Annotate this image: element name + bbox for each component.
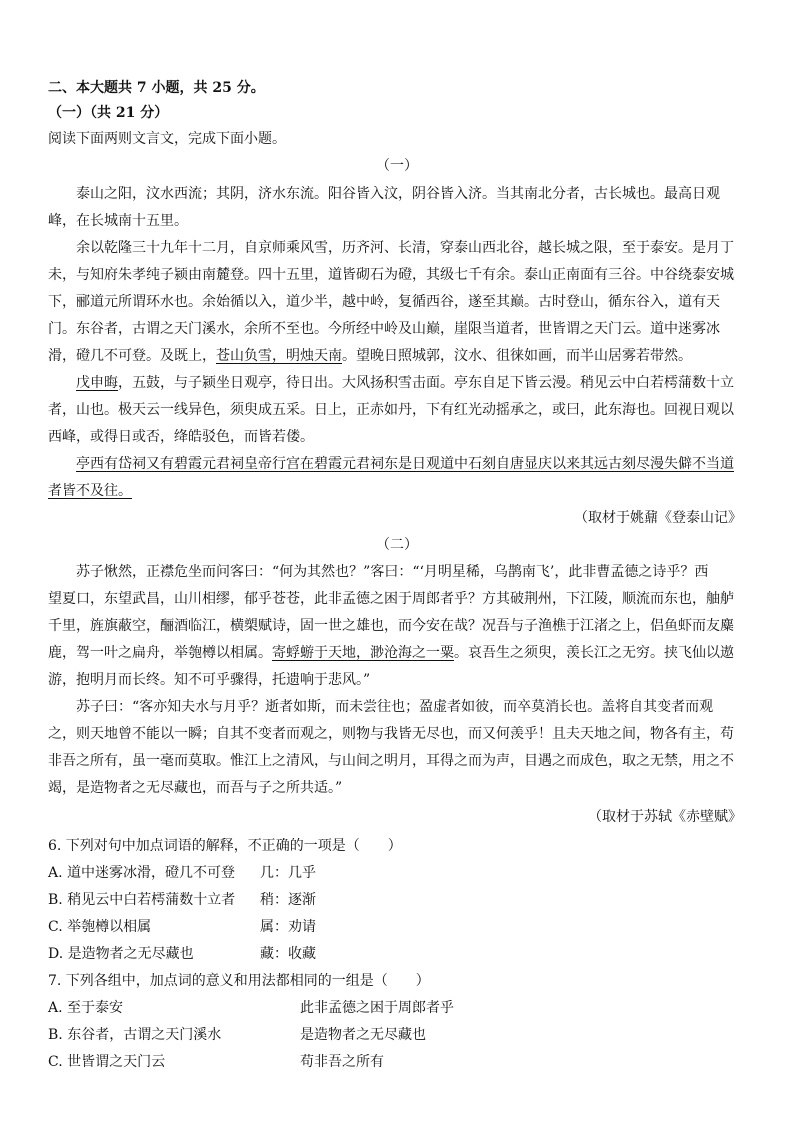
passage1-text: 西峰，或得日或否，绛皓驳色，而皆若偻。 (48, 429, 314, 445)
question-7-option[interactable] (48, 1025, 426, 1045)
question-6-stem: 6. 下列对句中加点词语的解释，不正确的一项是（ ） (48, 838, 402, 854)
passage2-text (48, 643, 734, 663)
section-heading: 二、本大题共 7 小题，共 25 分。 (48, 80, 265, 96)
passage1-text (48, 346, 692, 366)
question-6-option[interactable] (48, 917, 316, 937)
question-7-option[interactable] (48, 998, 454, 1018)
passage2-text: 之，则天地曾不能以一瞬；自其不变者而观之，则物与我皆无尽也，而又何羡乎！且夫天地之间，物各有主，苟 (48, 726, 734, 742)
passage2-text: 千里，旌旗蔽空，酾酒临江，横槊赋诗，固一世之雄也，而今安在哉？况吾与子渔樵于江渚之上，侣鱼虾而友麋 (48, 618, 734, 634)
source-citation: （取材于姚鼐《登泰山记》 (574, 510, 742, 526)
passage1-text: 下，郦道元所谓环水也。余始循以入，道少半，越中岭，复循西谷，遂至其巅。古时登山，循东谷入，道有天 (48, 294, 720, 310)
option-right: 苟非吾之所有 (300, 1054, 384, 1070)
question-7-option[interactable] (48, 1052, 384, 1072)
underlined-phrase: 戊申晦 (76, 375, 118, 391)
option-right: 是造物者之无尽藏也 (300, 1027, 426, 1043)
passage1-text: 余以乾隆三十九年十二月，自京师乘风雪，历齐河、长清，穿泰山西北谷，越长城之限，至于泰安。是月丁 (76, 240, 734, 256)
passage2-text: 游，抱明月而长终。知不可乎骤得，托遗响于悲风。” (48, 672, 371, 688)
passage2-marker: （二） (376, 537, 418, 553)
sub-heading: （一）（共 21 分） (48, 105, 169, 121)
punctuation-exercise-text: 亭西有岱祠又有碧霞元君祠皇帝行宫在碧霞元君祠东是日观道中石刻自唐显庆以来其远古刻尽漫失僻不当道 (76, 456, 734, 472)
source-citation: （取材于苏轼《赤壁赋》 (588, 809, 742, 825)
text-segment: 鹿，驾一叶之扁舟，举匏樽以相属。 (48, 645, 272, 661)
question-6-option[interactable] (48, 890, 316, 910)
option-gloss: 属：劝请 (260, 919, 316, 935)
option-sentence: C. 举匏樽以相属 (48, 919, 152, 935)
text-segment: 滑，磴几不可登。及既上， (48, 348, 216, 364)
passage2-text: 望夏口，东望武昌，山川相缪，郁乎苍苍，此非孟德之困于周郎者乎？方其破荆州，下江陵，顺流而东也，舳舻 (48, 591, 734, 607)
option-sentence: A. 道中迷雾冰滑，磴几不可登 (48, 865, 236, 881)
passage2-text: 竭，是造物者之无尽藏也，而吾与子之所共适。” (48, 780, 343, 796)
option-gloss: 稍：逐渐 (260, 892, 316, 908)
option-gloss: 藏：收藏 (260, 946, 316, 962)
instruction: 阅读下面两则文言文，完成下面小题。 (48, 131, 286, 147)
option-sentence: B. 稍见云中白若樗蒲数十立者 (48, 892, 236, 908)
passage1-marker: （一） (376, 158, 418, 174)
passage1-text: 门。东谷者，古谓之天门溪水，余所不至也。今所经中岭及山巅，崖限当道者，世皆谓之天门云。道中迷雾冰 (48, 321, 720, 337)
question-6-option[interactable] (48, 863, 316, 883)
option-right: 此非孟德之困于周郎者乎 (300, 1000, 454, 1016)
question-7-stem: 7. 下列各组中，加点词的意义和用法都相同的一组是（ ） (48, 973, 430, 989)
option-left: C. 世皆谓之天门云 (48, 1054, 166, 1070)
passage2-text: 苏子曰：“客亦知夫水与月乎？逝者如斯，而未尝往也；盈虚者如彼，而卒莫消长也。盖将自其变者而观 (76, 699, 714, 715)
text-segment: ，五鼓，与子颍坐日观亭，待日出。大风扬积雪击面。亭东自足下皆云漫。稍见云中白若樗蒲数十立 (118, 375, 734, 391)
option-gloss: 几：几乎 (260, 865, 316, 881)
option-left: B. 东谷者，古谓之天门溪水 (48, 1027, 222, 1043)
underlined-sentence: 苍山负雪，明烛天南 (216, 348, 342, 364)
text-segment: 。哀吾生之须臾，羡长江之无穷。挟飞仙以遨 (454, 645, 734, 661)
passage2-text: 非吾之所有，虽一毫而莫取。惟江上之清风，与山间之明月，耳得之而为声，目遇之而成色，取之无禁，用之不 (48, 753, 734, 769)
passage1-text: 泰山之阳，汶水西流；其阴，济水东流。阳谷皆入汶，阴谷皆入济。当其南北分者，古长城也。最高日观 (76, 186, 720, 202)
passage2-text: 苏子愀然，正襟危坐而问客曰：“何为其然也？”客曰：“‘月明星稀，乌鹊南飞’，此非曹孟德之诗乎？西 (76, 564, 709, 580)
passage1-text: 者，山也。极天云一线异色，须臾成五采。日上，正赤如丹，下有红光动摇承之，或曰，此东海也。回视日观以 (48, 402, 734, 418)
passage1-text (76, 373, 734, 393)
passage1-text: 峰，在长城南十五里。 (48, 213, 188, 229)
punctuation-exercise-text: 者皆不及往。 (48, 483, 132, 499)
passage1-text: 未，与知府朱孝纯子颍由南麓登。四十五里，道皆砌石为磴，其级七千有余。泰山正南面有三谷。中谷绕泰安城 (48, 267, 734, 283)
underlined-sentence: 寄蜉蝣于天地，渺沧海之一粟 (272, 645, 454, 661)
question-6-option[interactable] (48, 944, 316, 964)
option-left: A. 至于泰安 (48, 1000, 124, 1016)
text-segment: 。望晚日照城郭，汶水、徂徕如画，而半山居雾若带然。 (342, 348, 692, 364)
option-sentence: D. 是造物者之无尽藏也 (48, 946, 194, 962)
